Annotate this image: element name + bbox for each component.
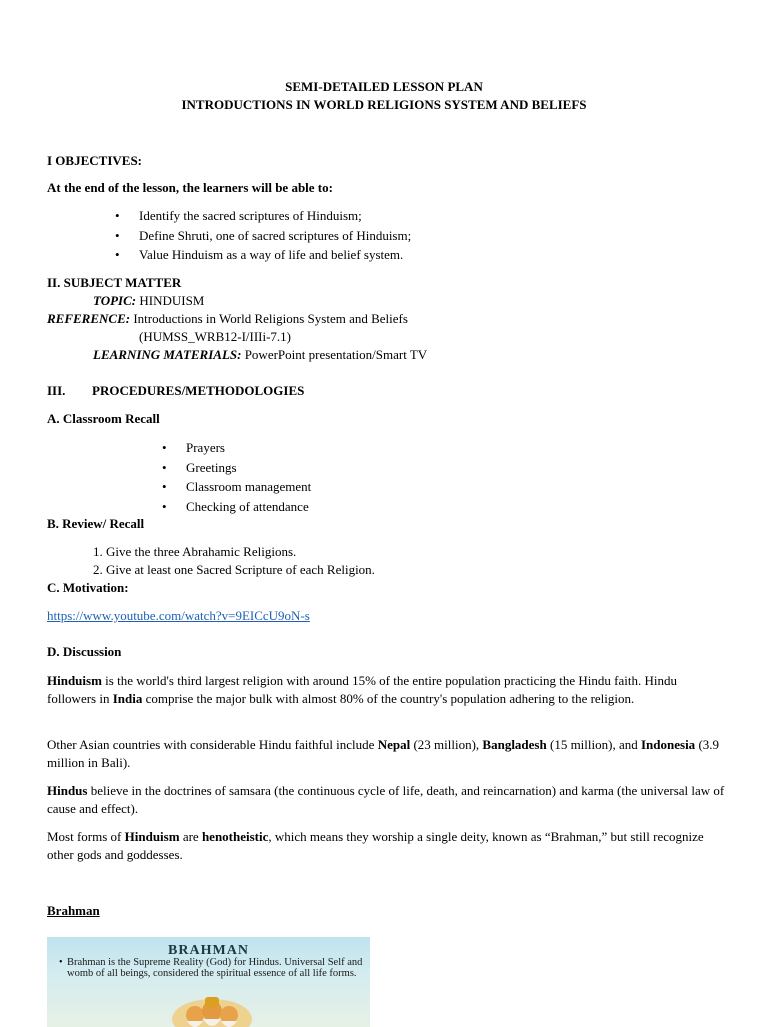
- paragraph-text: is the world's third largest religion with around 15% of the entire population practicing the Hindu faith. Hindu followers in: [47, 673, 677, 706]
- list-item: • Prayers: [186, 438, 311, 458]
- paragraph-text: are: [179, 829, 202, 844]
- list-item: • Value Hinduism as a way of life and belief system.: [139, 245, 411, 265]
- reference-code: (HUMSS_WRB12-I/IIIi-7.1): [139, 329, 292, 344]
- objectives-intro: At the end of the lesson, the learners will be able to:: [47, 180, 333, 195]
- term-india: India: [112, 691, 143, 706]
- paragraph-text: Other Asian countries with considerable Hindu faithful include: [47, 737, 378, 752]
- subject-matter-heading: II. SUBJECT MATTER: [47, 275, 182, 290]
- review-item: 1. Give the three Abrahamic Religions.: [93, 544, 297, 559]
- discussion-paragraph: [47, 736, 727, 772]
- objectives-list: [139, 206, 411, 265]
- slide-text: Brahman is the Supreme Reality (God) for Hindus. Universal Self and womb of all beings, considered the spiritual essence of all life forms.: [67, 957, 363, 979]
- brahman-heading: Brahman: [47, 903, 100, 918]
- paragraph-text: Most forms of: [47, 829, 125, 844]
- paragraph-text: (23 million),: [410, 737, 483, 752]
- topic-line: [93, 293, 204, 309]
- materials-label: LEARNING MATERIALS:: [93, 347, 242, 362]
- term-hinduism: Hinduism: [47, 673, 102, 688]
- paragraph-text: (15 million), and: [546, 737, 641, 752]
- discussion-paragraph: [47, 828, 727, 864]
- list-item: • Identify the sacred scriptures of Hinduism;: [139, 206, 411, 226]
- reference-line: [47, 311, 408, 327]
- term-nepal: Nepal: [377, 737, 411, 752]
- classroom-recall-heading: A. Classroom Recall: [47, 411, 160, 426]
- discussion-heading: D. Discussion: [47, 644, 122, 659]
- procedures-heading: PROCEDURES/METHODOLOGIES: [92, 383, 305, 398]
- procedures-heading-number: III.: [47, 383, 66, 398]
- review-item: 2. Give at least one Sacred Scripture of each Religion.: [93, 562, 375, 577]
- discussion-paragraph: [47, 672, 727, 708]
- term-hinduism: Hinduism: [124, 829, 180, 844]
- reference-value: Introductions in World Religions System and Beliefs: [130, 311, 408, 326]
- paragraph-text: (3.9 million in Bali).: [47, 737, 720, 770]
- paragraph-text: , which means they worship a single deity, known as “Brahman,” but still recognize other gods and goddesses.: [47, 829, 704, 862]
- term-indonesia: Indonesia: [640, 737, 696, 752]
- brahma-deity-figure: [167, 989, 257, 1027]
- topic-value: HINDUISM: [136, 293, 205, 308]
- term-hindus: Hindus: [47, 783, 88, 798]
- objectives-heading: I OBJECTIVES:: [47, 153, 142, 168]
- topic-label: TOPIC:: [93, 293, 137, 308]
- materials-value: PowerPoint presentation/Smart TV: [241, 347, 428, 362]
- list-item: • Define Shruti, one of sacred scriptures of Hinduism;: [139, 226, 411, 246]
- slide-bullet: •: [59, 957, 63, 968]
- document-title: SEMI-DETAILED LESSON PLAN: [285, 79, 483, 94]
- term-bangladesh: Bangladesh: [482, 737, 547, 752]
- list-item: • Checking of attendance: [186, 497, 311, 517]
- list-item: • Classroom management: [186, 477, 311, 497]
- paragraph-text: believe in the doctrines of samsara (the continuous cycle of life, death, and reincarnation) and karma (the universal law of cause and effect).: [47, 783, 725, 816]
- materials-line: [93, 347, 427, 363]
- paragraph-text: comprise the major bulk with almost 80% of the country's population adhering to the religion.: [142, 691, 635, 706]
- slide-title: BRAHMAN: [168, 943, 249, 958]
- term-henotheistic: henotheistic: [201, 829, 269, 844]
- discussion-paragraph: [47, 782, 727, 818]
- document-subtitle: INTRODUCTIONS IN WORLD RELIGIONS SYSTEM AND BELIEFS: [181, 97, 587, 112]
- brahman-slide-image: [47, 937, 370, 1027]
- list-item: • Greetings: [186, 458, 311, 478]
- review-heading: B. Review/ Recall: [47, 516, 145, 531]
- motivation-heading: C. Motivation:: [47, 580, 129, 595]
- motivation-video-link[interactable]: https://www.youtube.com/watch?v=9EICcU9oN-s: [47, 608, 310, 623]
- classroom-recall-list: [186, 438, 311, 516]
- reference-label: REFERENCE:: [47, 311, 131, 326]
